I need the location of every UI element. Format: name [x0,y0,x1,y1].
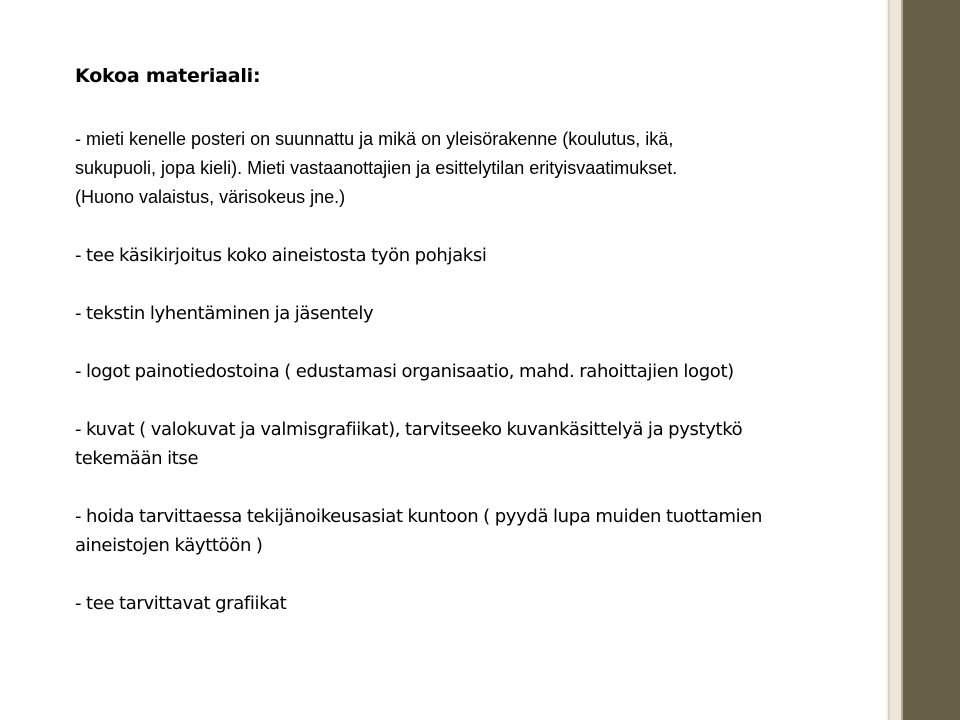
bullet-paragraph-images [75,415,865,473]
bullet-paragraph-graphics [75,589,865,618]
bullet-paragraph-logos [75,357,865,386]
decorative-side-bar [886,0,960,720]
paragraph-line: - tekstin lyhentäminen ja jäsentely [75,303,374,324]
paragraph-line: (Huono valaistus, värisokeus jne.) [75,187,346,207]
side-bar-dark-stripe [903,0,960,720]
bullet-paragraph-manuscript [75,241,865,270]
bullet-paragraph-shortening [75,299,865,328]
side-bar-light-stripe [888,0,903,720]
paragraph-line: - hoida tarvittaessa tekijänoikeusasiat kuntoon ( pyydä lupa muiden tuottamien [75,506,763,527]
paragraph-line: - logot painotiedostoina ( edustamasi organisaatio, mahd. rahoittajien logot) [75,361,734,382]
paragraph-line: - tee tarvittavat grafiikat [75,593,287,614]
paragraph-line: sukupuoli, jopa kieli). Mieti vastaanottajien ja esittelytilan erityisvaatimukset. [75,158,678,178]
paragraph-line: - kuvat ( valokuvat ja valmisgrafiikat), tarvitseeko kuvankäsittelyä ja pystytkö [75,419,743,440]
slide-heading: Kokoa materiaali: [75,65,261,87]
paragraph-line: tekemään itse [75,448,199,469]
paragraph-line: - tee käsikirjoitus koko aineistosta työn pohjaksi [75,245,487,266]
bullet-paragraph-audience [75,125,865,212]
paragraph-line: aineistojen käyttöön ) [75,535,263,556]
bullet-paragraph-copyright [75,502,865,560]
slide-content [75,61,865,647]
paragraph-line: - mieti kenelle posteri on suunnattu ja mikä on yleisörakenne (koulutus, ikä, [75,129,674,149]
